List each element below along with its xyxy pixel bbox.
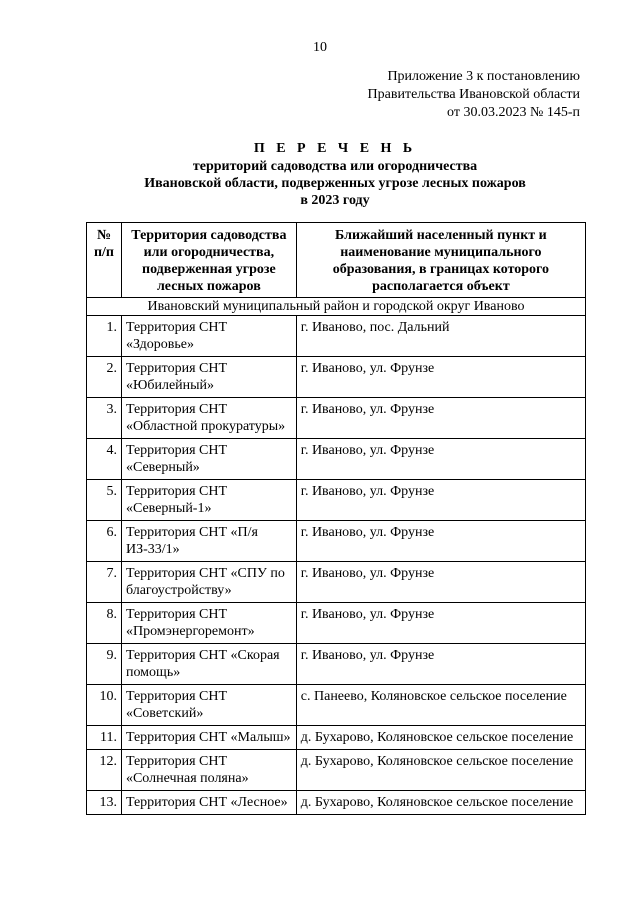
row-location: г. Иваново, ул. Фрунзе: [296, 562, 585, 603]
row-number: 5.: [87, 480, 122, 521]
row-territory: Территория СНТ «Солнечная поляна»: [121, 750, 296, 791]
row-location: г. Иваново, пос. Дальний: [296, 316, 585, 357]
row-territory: Территория СНТ «Малыш»: [121, 726, 296, 750]
row-location: г. Иваново, ул. Фрунзе: [296, 398, 585, 439]
header-territory: Территория садоводства или огородничества, подверженная угрозе лесных пожаров: [121, 223, 296, 298]
row-number: 3.: [87, 398, 122, 439]
row-number: 4.: [87, 439, 122, 480]
row-number: 10.: [87, 685, 122, 726]
row-number: 2.: [87, 357, 122, 398]
table-row: [87, 644, 586, 685]
row-number: 8.: [87, 603, 122, 644]
territories-table: [86, 222, 586, 815]
table-row: [87, 521, 586, 562]
appendix-line-2: Правительства Ивановской области: [367, 87, 580, 102]
row-territory: Территория СНТ «Северный-1»: [121, 480, 296, 521]
section-title: Ивановский муниципальный район и городской округ Иваново: [87, 298, 586, 316]
row-number: 9.: [87, 644, 122, 685]
appendix-line-3: от 30.03.2023 № 145-п: [447, 105, 580, 120]
table-row: [87, 603, 586, 644]
row-number: 13.: [87, 791, 122, 815]
table-row: [87, 726, 586, 750]
row-location: д. Бухарово, Коляновское сельское поселение: [296, 750, 585, 791]
row-territory: Территория СНТ «СПУ по благоустройству»: [121, 562, 296, 603]
document-heading: [80, 140, 590, 209]
row-number: 1.: [87, 316, 122, 357]
row-location: г. Иваново, ул. Фрунзе: [296, 603, 585, 644]
row-number: 6.: [87, 521, 122, 562]
row-location: г. Иваново, ул. Фрунзе: [296, 357, 585, 398]
table-row: [87, 480, 586, 521]
row-location: д. Бухарово, Коляновское сельское поселение: [296, 726, 585, 750]
page-number: 10: [313, 40, 327, 55]
row-territory: Территория СНТ «Областной прокуратуры»: [121, 398, 296, 439]
section-row: [87, 298, 586, 316]
table-row: [87, 562, 586, 603]
row-territory: Территория СНТ «Юбилейный»: [121, 357, 296, 398]
header-number: № п/п: [87, 223, 122, 298]
row-territory: Территория СНТ «Советский»: [121, 685, 296, 726]
header-location: Ближайший населенный пункт и наименование муниципального образования, в границах которого располагается объект: [296, 223, 585, 298]
row-territory: Территория СНТ «Здоровье»: [121, 316, 296, 357]
row-location: г. Иваново, ул. Фрунзе: [296, 644, 585, 685]
appendix-block: [368, 68, 580, 122]
row-number: 7.: [87, 562, 122, 603]
table-row: [87, 791, 586, 815]
table-row: [87, 750, 586, 791]
table-row: [87, 398, 586, 439]
row-territory: Территория СНТ «П/я ИЗ-33/1»: [121, 521, 296, 562]
document-title: П Е Р Е Ч Е Н Ь: [253, 141, 417, 156]
row-location: г. Иваново, ул. Фрунзе: [296, 521, 585, 562]
table-row: [87, 439, 586, 480]
appendix-line-1: Приложение 3 к постановлению: [387, 69, 580, 84]
row-location: г. Иваново, ул. Фрунзе: [296, 480, 585, 521]
row-territory: Территория СНТ «Промэнергоремонт»: [121, 603, 296, 644]
table-row: [87, 316, 586, 357]
row-territory: Территория СНТ «Скорая помощь»: [121, 644, 296, 685]
row-location: г. Иваново, ул. Фрунзе: [296, 439, 585, 480]
row-number: 11.: [87, 726, 122, 750]
heading-line-1: территорий садоводства или огородничества: [192, 159, 478, 174]
row-territory: Территория СНТ «Северный»: [121, 439, 296, 480]
table-header-row: [87, 223, 586, 298]
table-row: [87, 685, 586, 726]
row-location: с. Панеево, Коляновское сельское поселение: [296, 685, 585, 726]
heading-line-3: в 2023 году: [300, 193, 370, 208]
row-territory: Территория СНТ «Лесное»: [121, 791, 296, 815]
row-number: 12.: [87, 750, 122, 791]
heading-line-2: Ивановской области, подверженных угрозе лесных пожаров: [144, 176, 526, 191]
row-location: д. Бухарово, Коляновское сельское поселение: [296, 791, 585, 815]
table-row: [87, 357, 586, 398]
